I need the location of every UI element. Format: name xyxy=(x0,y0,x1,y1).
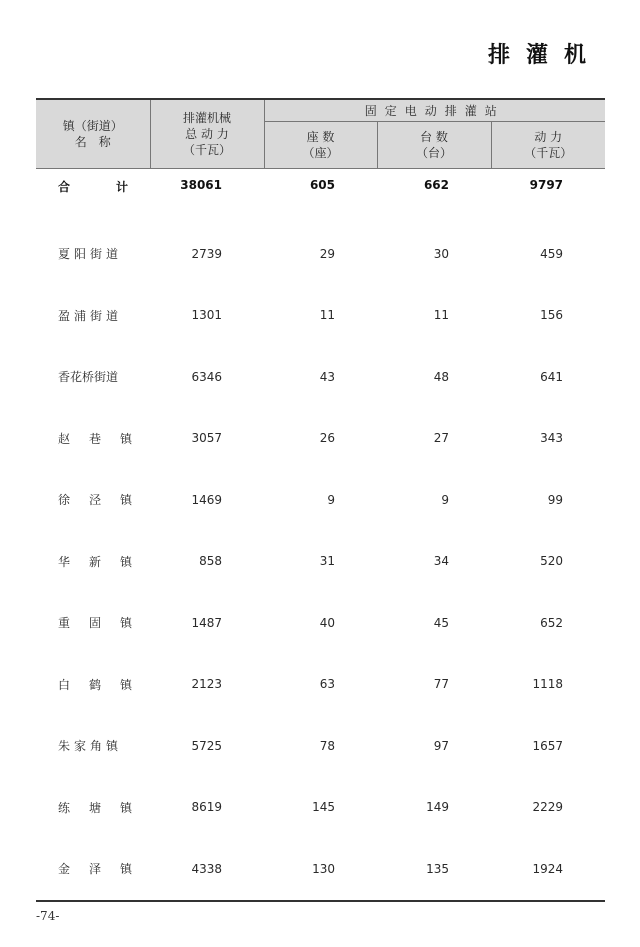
row-units: 9 xyxy=(441,492,449,507)
row-total-power: 8619 xyxy=(191,800,222,815)
table-row-total xyxy=(36,169,605,224)
row-stations: 31 xyxy=(319,554,335,569)
header-total-power xyxy=(150,99,264,169)
page-number: -74- xyxy=(36,909,60,923)
header-power-label: 动 力 xyxy=(534,130,563,144)
row-name: 练塘镇 xyxy=(58,800,152,815)
row-power: 9797 xyxy=(529,178,564,192)
row-units: 34 xyxy=(433,554,449,569)
header-unit-count xyxy=(377,122,491,169)
row-name: 徐泾镇 xyxy=(58,493,152,508)
row-stations: 605 xyxy=(309,178,335,192)
header-town-name xyxy=(36,99,150,169)
row-name: 夏阳街道 xyxy=(58,247,123,262)
row-power: 156 xyxy=(540,308,564,323)
row-name: 朱家角镇 xyxy=(58,739,123,754)
table-row xyxy=(36,715,605,777)
header-town-name-line1: 镇（街道） xyxy=(62,119,123,133)
header-station-count-unit: （座） xyxy=(302,146,339,160)
row-total-power: 1301 xyxy=(191,308,222,323)
row-name: 金泽镇 xyxy=(36,838,150,901)
table-row xyxy=(36,469,605,531)
table-row xyxy=(36,654,605,716)
row-total-power: 3057 xyxy=(191,431,222,446)
header-station-count-label: 座 数 xyxy=(306,130,335,144)
row-units: 135 xyxy=(377,838,491,901)
row-stations: 63 xyxy=(319,677,335,692)
row-total-power: 4338 xyxy=(150,838,264,901)
header-town-name-line2: 名 称 xyxy=(74,135,111,149)
row-units: 48 xyxy=(433,369,449,384)
table-body xyxy=(36,169,605,901)
table-header xyxy=(36,99,605,169)
row-power: 459 xyxy=(540,246,564,261)
row-power: 520 xyxy=(540,554,564,569)
row-name: 盈浦街道 xyxy=(58,308,123,323)
row-units: 45 xyxy=(433,615,449,630)
row-stations: 145 xyxy=(312,800,335,815)
row-power: 641 xyxy=(540,369,564,384)
row-units: 30 xyxy=(433,246,449,261)
header-power-unit: （千瓦） xyxy=(524,146,573,160)
row-name: 赵巷镇 xyxy=(58,431,152,446)
header-total-power-line2: 总 动 力 xyxy=(185,127,229,141)
row-units: 662 xyxy=(423,178,449,192)
row-name: 合计 xyxy=(58,180,175,194)
row-total-power: 38061 xyxy=(180,178,222,192)
header-station-count xyxy=(264,122,377,169)
header-total-power-line1: 排灌机械 xyxy=(182,111,231,125)
table-row xyxy=(36,285,605,347)
row-name: 白鹤镇 xyxy=(58,677,152,692)
row-power: 1924 xyxy=(491,838,605,901)
row-total-power: 2123 xyxy=(191,677,222,692)
row-total-power: 1487 xyxy=(191,615,222,630)
row-power: 1657 xyxy=(532,738,564,753)
row-units: 77 xyxy=(433,677,449,692)
table-row xyxy=(36,838,605,901)
row-stations: 29 xyxy=(319,246,335,261)
row-units: 11 xyxy=(433,308,449,323)
row-stations: 9 xyxy=(327,492,335,507)
row-total-power: 858 xyxy=(199,554,222,569)
table-row xyxy=(36,346,605,408)
row-total-power: 5725 xyxy=(191,738,222,753)
header-unit-count-label: 台 数 xyxy=(420,130,448,144)
table-row xyxy=(36,408,605,470)
table-row xyxy=(36,777,605,839)
row-stations: 78 xyxy=(319,738,335,753)
row-total-power: 6346 xyxy=(191,369,222,384)
row-power: 343 xyxy=(540,431,564,446)
row-stations: 26 xyxy=(319,431,335,446)
table-row xyxy=(36,223,605,285)
row-power: 99 xyxy=(547,492,564,507)
row-name: 重固镇 xyxy=(58,616,152,631)
row-power: 652 xyxy=(540,615,564,630)
row-total-power: 1469 xyxy=(191,492,222,507)
header-unit-count-unit: （台） xyxy=(415,146,452,160)
table-row xyxy=(36,531,605,593)
row-units: 149 xyxy=(426,800,449,815)
row-stations: 11 xyxy=(319,308,335,323)
row-name: 香花桥街道 xyxy=(58,370,119,385)
table-row xyxy=(36,592,605,654)
row-power: 2229 xyxy=(532,800,564,815)
header-power xyxy=(491,122,605,169)
row-stations: 130 xyxy=(264,838,377,901)
row-stations: 40 xyxy=(319,615,335,630)
row-stations: 43 xyxy=(319,369,335,384)
page-title: 排灌机 xyxy=(487,42,602,68)
drainage-irrigation-table xyxy=(36,98,605,902)
row-total-power: 2739 xyxy=(191,246,222,261)
row-power: 1118 xyxy=(532,677,564,692)
row-units: 97 xyxy=(433,738,449,753)
row-units: 27 xyxy=(433,431,449,446)
row-name: 华新镇 xyxy=(58,554,152,569)
header-fixed-electric-stations: 固定电动排灌站 xyxy=(264,99,605,122)
header-total-power-unit: （千瓦） xyxy=(182,143,231,157)
